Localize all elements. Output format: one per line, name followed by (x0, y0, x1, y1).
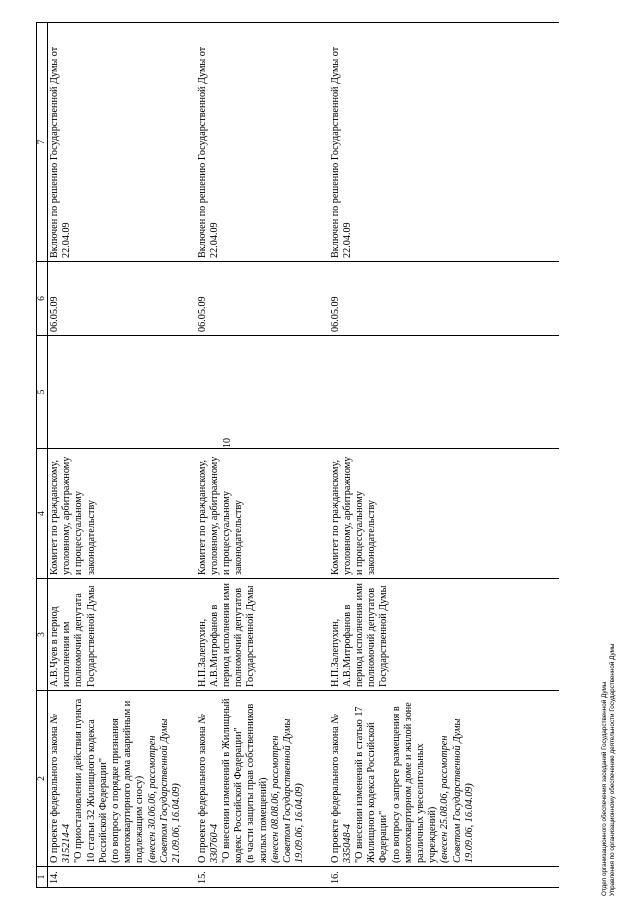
bill-intro: О проекте федерального закона (49, 726, 60, 863)
header-col-2: 2 (37, 691, 48, 867)
initiator-cell: А.В.Чуев в период исполнения им полномочий депутата Государственной Думы (48, 579, 196, 691)
initiator-cell: Н.П.Залепухин, А.В.Митрофанов в период исполнения ими полномочий депутатов Государственной Думы (196, 579, 329, 691)
col5-cell (48, 336, 196, 449)
committee-cell: Комитет по гражданскому, уголовному, арбитражному и процессуальному законодательству (196, 449, 329, 579)
header-col-3: 3 (37, 579, 48, 691)
footer-line-2: Управления по организационному обеспечению деятельности Государственной Думы (609, 643, 616, 896)
bill-title: "О внесении изменений в статью 17 Жилищного кодекса Российской Федерации" (353, 706, 390, 863)
header-row (37, 23, 48, 888)
bill-cell (329, 691, 559, 867)
initiator-cell: Н.П.Залепухин, А.В.Митрофанов в период исполнения ими полномочий депутатов Государственной Думы (329, 579, 559, 691)
date-cell: 06.05.09 (48, 262, 196, 336)
bill-note: (внесен 25.08.06, рассмотрен Советом Государственной Думы 19.09.06, 16.04.09) (439, 718, 475, 863)
row-number: 14. (48, 867, 196, 888)
decision-cell: Включен по решению Государственной Думы от 22.04.09 (48, 23, 196, 262)
bill-subject: (в части защиты прав собственников жилых помещений) (245, 703, 269, 863)
row-number: 15. (196, 867, 329, 888)
table-row (196, 23, 329, 888)
header-col-7: 7 (37, 23, 48, 262)
header-col-5: 5 (37, 336, 48, 449)
bill-number: № 335048-4 (329, 714, 353, 863)
bill-title: "О внесении изменений в Жилищный кодекс Российской Федерации" (220, 698, 245, 863)
row-number: 16. (329, 867, 559, 888)
table-row (48, 23, 196, 888)
bill-cell (196, 691, 329, 867)
bill-note: (внесен 30.06.06, рассмотрен Советом Государственной Думы 21.09.06, 16.04.09) (146, 718, 183, 863)
footer (601, 644, 617, 896)
decision-cell: Включен по решению Государственной Думы от 22.04.09 (329, 23, 559, 262)
agenda-table-wrapper (36, 23, 561, 888)
table-row (329, 23, 559, 888)
committee-cell: Комитет по гражданскому, уголовному, арбитражному и процессуальному законодательству (329, 449, 559, 579)
bill-number: № 330760-4 (196, 714, 220, 863)
committee-cell: Комитет по гражданскому, уголовному, арбитражному и процессуальному законодательству (48, 449, 196, 579)
header-col-1: 1 (37, 867, 48, 888)
decision-cell: Включен по решению Государственной Думы от 22.04.09 (196, 23, 329, 262)
footer-line-1: Отдел организационного обеспечения заседаний Государственной Думы (601, 681, 608, 896)
bill-subject: (по вопросу о порядке признания многоквартирного дома аварийным и подлежащим сносу) (110, 700, 146, 863)
bill-number: № 315214-4 (49, 714, 73, 863)
bill-title: "О приостановлении действия пункта 10 статьи 32 Жилищного кодекса Российской Федерации" (73, 698, 109, 863)
page-number: 10 (222, 438, 233, 448)
col5-cell (196, 336, 329, 449)
bill-cell (48, 691, 196, 867)
bill-note: (внесен 08.08.06, рассмотрен Советом Государственной Думы 19.09.06, 16.04.09) (269, 718, 306, 863)
header-col-6: 6 (37, 262, 48, 336)
col5-cell (329, 336, 559, 449)
header-col-4: 4 (37, 449, 48, 579)
bill-subject: (по вопросу о запрете размещения в многоквартирном доме и жилой зоне различных увеселительных учреждений) (390, 702, 439, 863)
agenda-table (36, 22, 559, 888)
date-cell: 06.05.09 (329, 262, 559, 336)
bill-intro: О проекте федерального закона (196, 726, 208, 863)
date-cell: 06.05.09 (196, 262, 329, 336)
bill-intro: О проекте федерального закона (329, 726, 341, 863)
